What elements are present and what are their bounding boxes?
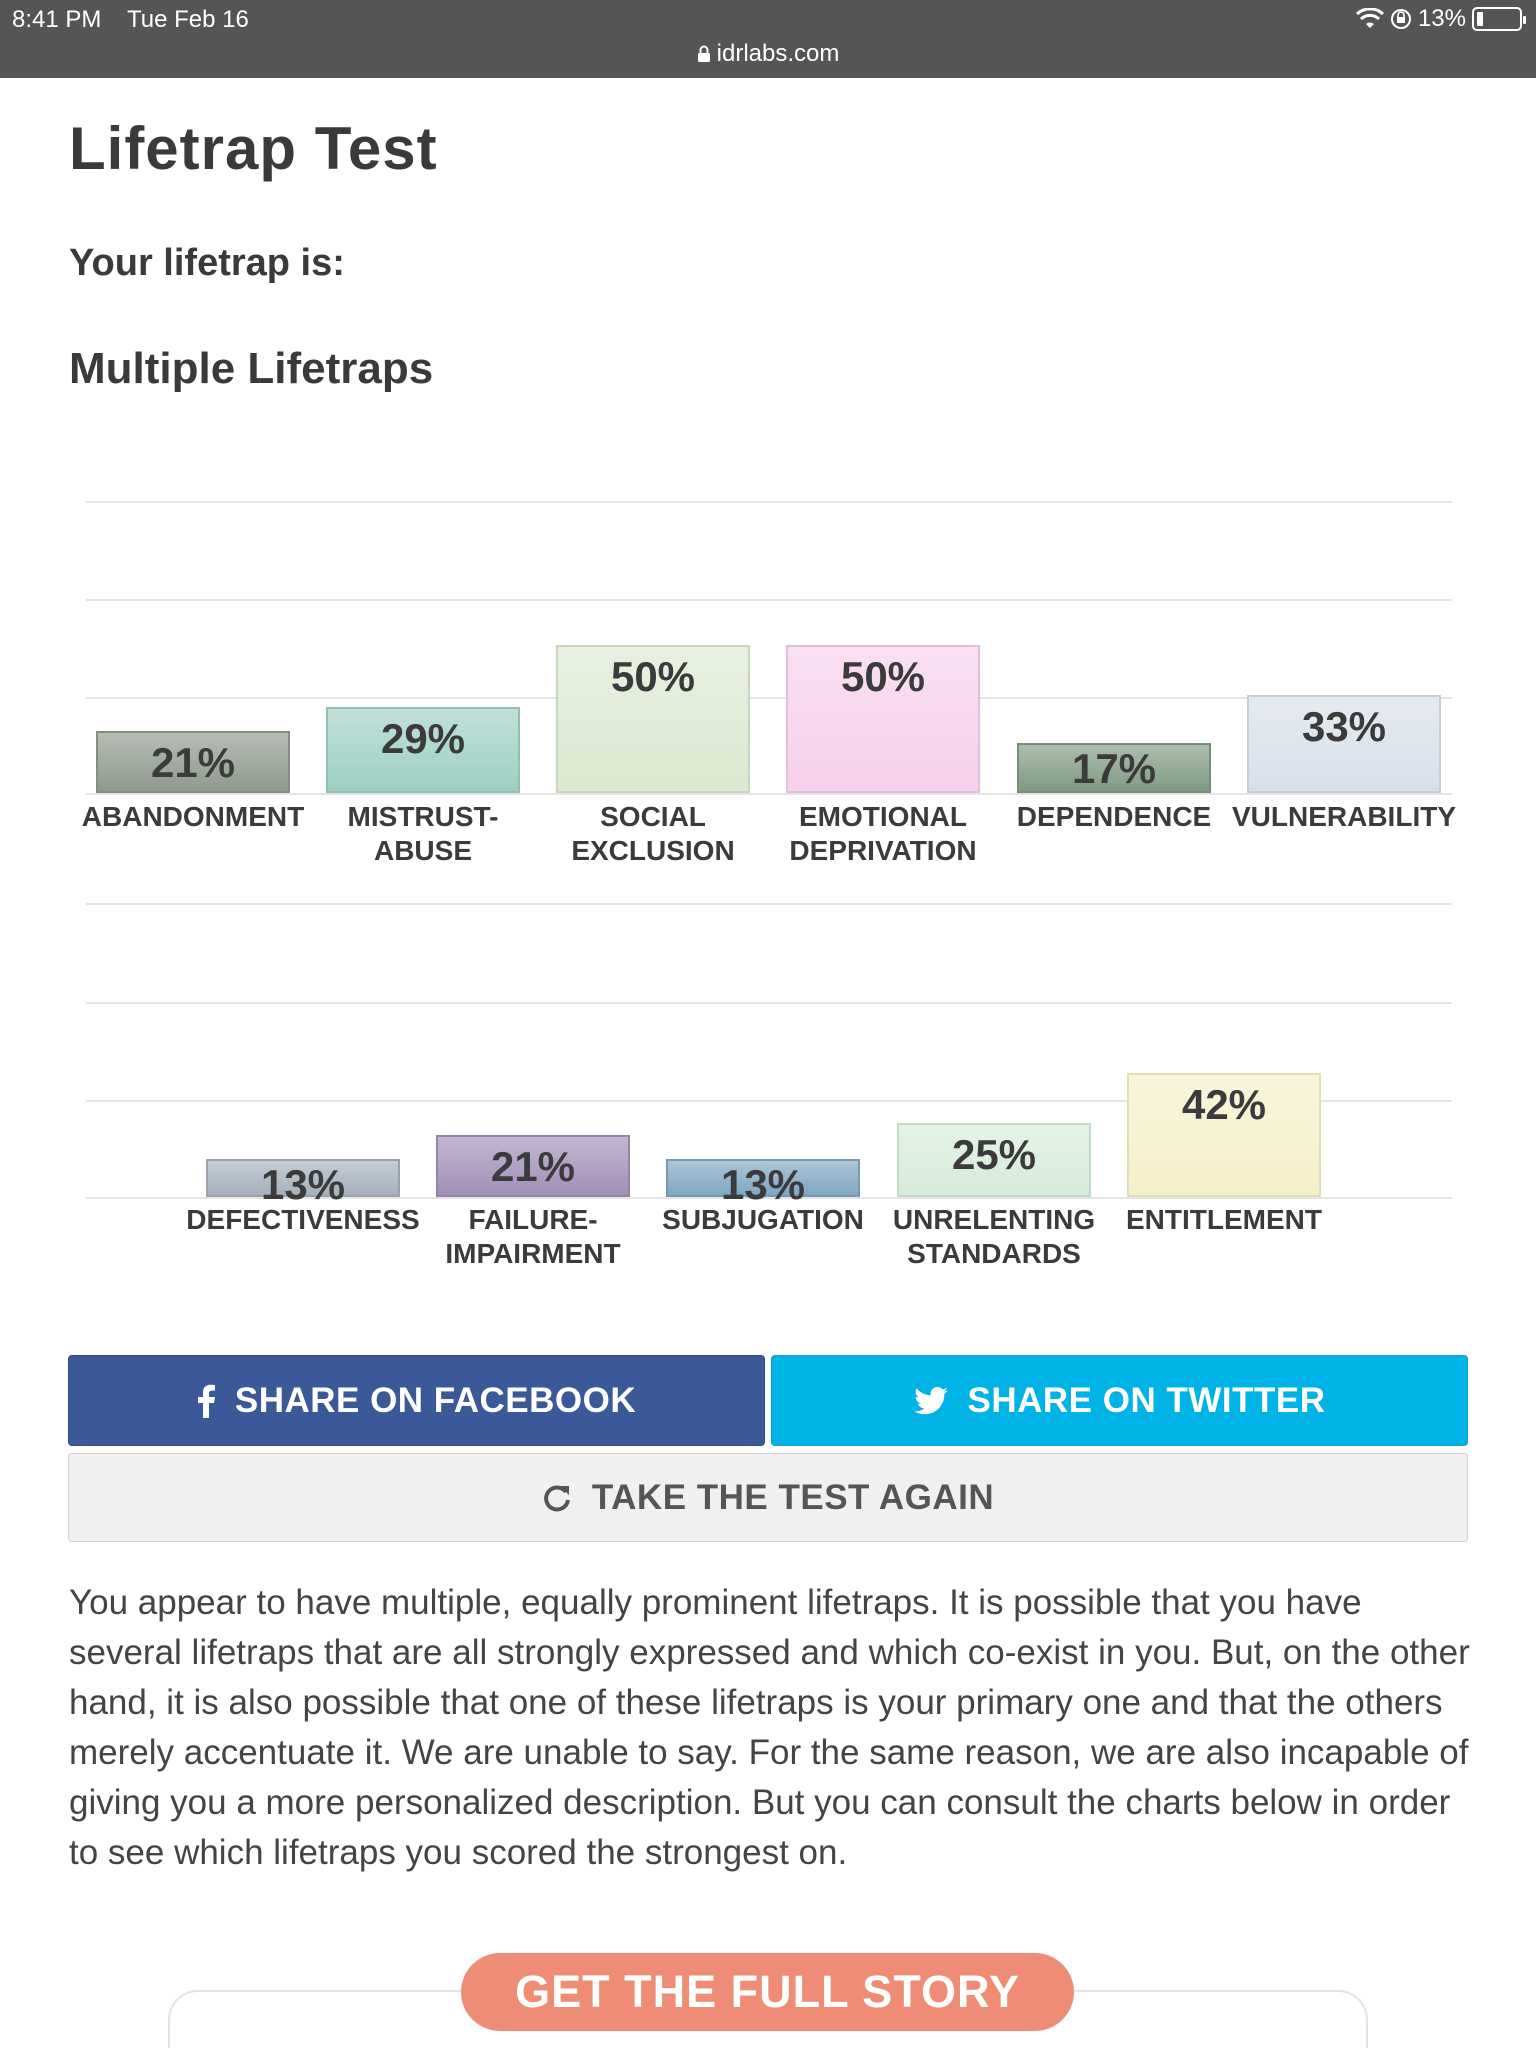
status-time: 8:41 PM [12, 6, 102, 33]
facebook-icon [197, 1384, 215, 1418]
share-facebook-label: SHARE ON FACEBOOK [234, 1380, 637, 1420]
chart-data-label: 25% [951, 1131, 1037, 1178]
get-full-story-label: GET THE FULL STORY [515, 1966, 1020, 2017]
chart-category-label-line: DEFECTIVENESS [186, 1204, 420, 1235]
chart-gridline [86, 599, 1452, 601]
chart-category-label-line: UNRELENTING [892, 1204, 1096, 1235]
share-twitter-label: SHARE ON TWITTER [967, 1380, 1326, 1420]
chart-category-label-line: EMOTIONAL [799, 801, 967, 832]
get-full-story-button[interactable] [461, 1953, 1074, 2031]
chart-category-label-line: SOCIAL [600, 801, 706, 832]
chart-category-label-line: EXCLUSION [571, 835, 735, 866]
chart-category-label [874, 1203, 1114, 1271]
url-text: idrlabs.com [716, 40, 840, 67]
wifi-icon [1356, 8, 1384, 30]
chart-gridline [86, 501, 1452, 503]
chart-category-label [643, 1203, 883, 1237]
status-date: Tue Feb 16 [127, 6, 249, 33]
chart-category-label-line: MISTRUST- [347, 801, 499, 832]
address-bar[interactable] [0, 40, 1536, 68]
chart-category-label-line: SUBJUGATION [662, 1204, 864, 1235]
battery-icon [1472, 7, 1522, 31]
page-title: Lifetrap Test [69, 115, 438, 182]
chart-category-label [994, 800, 1234, 834]
chart-category-label-line: FAILURE- [468, 1204, 598, 1235]
result-name: Multiple Lifetraps [69, 344, 434, 393]
chart-gridline [86, 1002, 1452, 1004]
chart-category-label-line: DEPRIVATION [789, 835, 977, 866]
chart-data-label: 42% [1181, 1081, 1267, 1128]
status-bar [0, 0, 1536, 78]
chart-category-label [1104, 1203, 1344, 1237]
result-description: You appear to have multiple, equally prominent lifetraps. It is possible that you have several lifetraps that are all strongly expressed and which co-exist in you. But, on the other hand, it is also possible that one of these lifetraps is your primary one and that the others merely accentuate it. We are unable to say. For the same reason, we are also incapable of giving you a more personalized description. But you can consult the charts below in order to see which lifetraps you scored the strongest on. [69, 1583, 1470, 1872]
chart-category-label-line: VULNERABILITY [1232, 801, 1456, 832]
chart-data-label: 33% [1301, 703, 1387, 750]
chart-gridline [86, 903, 1452, 905]
chart-data-label: 13% [720, 1161, 806, 1208]
chart-category-label [183, 1203, 423, 1237]
take-test-again-button[interactable] [68, 1453, 1468, 1542]
twitter-icon [914, 1387, 948, 1415]
refresh-icon [542, 1483, 572, 1513]
chart-category-label-line: ABANDONMENT [81, 801, 305, 832]
chart-data-label: 21% [490, 1143, 576, 1190]
chart-category-label-line: ENTITLEMENT [1126, 1204, 1322, 1235]
chart-gridline [86, 793, 1452, 795]
chart-category-label [413, 1203, 653, 1271]
chart-category-label [1224, 800, 1464, 834]
chart-category-label-line: ABUSE [373, 835, 472, 866]
chart-category-label-line: STANDARDS [907, 1238, 1081, 1269]
chart-category-label [303, 800, 543, 868]
result-intro: Your lifetrap is: [69, 242, 345, 284]
chart-category-label [73, 800, 313, 834]
chart-data-label: 17% [1071, 745, 1157, 792]
share-facebook-button[interactable] [68, 1355, 765, 1446]
chart-data-label: 13% [260, 1161, 346, 1208]
chart-category-label [533, 800, 773, 868]
chart-category-label-line: DEPENDENCE [1016, 801, 1212, 832]
chart-data-label: 21% [150, 739, 236, 786]
status-indicators [1356, 5, 1522, 33]
chart-data-label: 50% [840, 653, 926, 700]
chart-data-label: 29% [380, 715, 466, 762]
orientation-lock-icon [1390, 8, 1412, 30]
chart-data-label: 50% [610, 653, 696, 700]
lock-icon [697, 45, 711, 63]
take-test-again-label: TAKE THE TEST AGAIN [591, 1477, 995, 1517]
chart-category-label [763, 800, 1003, 868]
chart-category-label-line: IMPAIRMENT [445, 1238, 621, 1269]
share-twitter-button[interactable] [771, 1355, 1468, 1446]
battery-percent: 13% [1417, 5, 1466, 32]
